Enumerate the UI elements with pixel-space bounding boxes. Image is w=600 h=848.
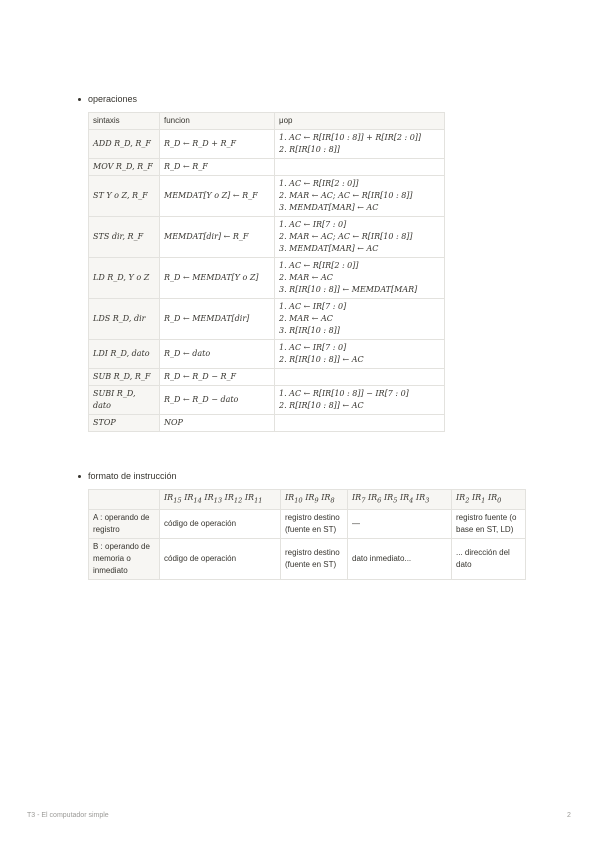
operation-row — [89, 340, 445, 369]
uop-cell — [275, 258, 445, 299]
format-cell: registro destino (fuente en ST) — [281, 538, 348, 579]
uop-line: 3. R[IR[10 : 8]] — [279, 326, 340, 335]
footer-title: T3 - El computador simple — [27, 812, 109, 819]
uop-line: 1. AC ← IR[7 : 0] — [279, 343, 347, 352]
bullet-icon — [78, 98, 81, 101]
uop-cell — [275, 159, 445, 176]
operation-row — [89, 130, 445, 159]
uop-line: 1. AC ← IR[7 : 0] — [279, 302, 347, 311]
operations-table — [88, 112, 445, 432]
uop-line: 2. MAR ← AC — [279, 314, 333, 323]
format-cell: ... dirección del dato — [452, 538, 526, 579]
operation-row — [89, 299, 445, 340]
syntax-cell: STS dir, R_F — [89, 217, 160, 258]
operation-row — [89, 415, 445, 432]
format-header-2: $IR_{10}$ $IR_9$ $IR_8$ — [281, 490, 348, 510]
operations-heading — [78, 94, 137, 104]
format-cell: registro destino (fuente en ST) — [281, 509, 348, 538]
function-cell: R_D ← R_D − R_F — [160, 369, 275, 386]
function-cell: R_D ← R_D − dato — [160, 386, 275, 415]
format-table — [88, 489, 526, 580]
uop-line: 3. MEMDAT[MAR] ← AC — [279, 203, 379, 212]
format-cell: dato inmediato... — [348, 538, 452, 579]
uop-line: 3. MEMDAT[MAR] ← AC — [279, 244, 379, 253]
uop-cell — [275, 130, 445, 159]
function-cell: MEMDAT[dir] ← R_F — [160, 217, 275, 258]
uop-line: 2. MAR ← AC; AC ← R[IR[10 : 8]] — [279, 191, 413, 200]
format-heading — [78, 471, 177, 481]
uop-cell — [275, 386, 445, 415]
operations-body — [89, 130, 445, 432]
function-cell: R_D ← R_D + R_F — [160, 130, 275, 159]
syntax-cell: ST Y o Z, R_F — [89, 176, 160, 217]
syntax-cell: MOV R_D, R_F — [89, 159, 160, 176]
bullet-icon — [78, 475, 81, 478]
operation-row — [89, 369, 445, 386]
format-cell: código de operación — [160, 538, 281, 579]
syntax-cell: SUBI R_D, dato — [89, 386, 160, 415]
operation-row — [89, 386, 445, 415]
uop-cell — [275, 340, 445, 369]
format-header-0 — [89, 490, 160, 510]
uop-line: 1. AC ← R[IR[10 : 8]] − IR[7 : 0] — [279, 389, 409, 398]
operations-header-row — [89, 113, 445, 130]
syntax-cell: LDI R_D, dato — [89, 340, 160, 369]
uop-line: 1. AC ← R[IR[2 : 0]] — [279, 261, 359, 270]
format-cell: B : operando de memoria o inmediato — [89, 538, 160, 579]
function-cell: R_D ← R_F — [160, 159, 275, 176]
uop-line: 3. R[IR[10 : 8]] ← MEMDAT[MAR] — [279, 285, 418, 294]
uop-line: 1. AC ← IR[7 : 0] — [279, 220, 347, 229]
uop-line: 1. AC ← R[IR[2 : 0]] — [279, 179, 359, 188]
format-row — [89, 538, 526, 579]
syntax-cell: SUB R_D, R_F — [89, 369, 160, 386]
uop-cell — [275, 415, 445, 432]
format-row — [89, 509, 526, 538]
uop-cell — [275, 299, 445, 340]
syntax-cell: LD R_D, Y o Z — [89, 258, 160, 299]
uop-line: 2. MAR ← AC — [279, 273, 333, 282]
syntax-cell: STOP — [89, 415, 160, 432]
operation-row — [89, 159, 445, 176]
uop-line: 2. R[IR[10 : 8]] ← AC — [279, 401, 364, 410]
syntax-cell: ADD R_D, R_F — [89, 130, 160, 159]
format-cell: registro fuente (o base en ST, LD) — [452, 509, 526, 538]
uop-cell — [275, 217, 445, 258]
header-uop: μop — [275, 113, 445, 130]
operations-title: operaciones — [88, 94, 138, 104]
operation-row — [89, 176, 445, 217]
format-header-3: $IR_7$ $IR_6$ $IR_5$ $IR_4$ $IR_3$ — [348, 490, 452, 510]
format-cell: — — [348, 509, 452, 538]
function-cell: R_D ← MEMDAT[Y o Z] — [160, 258, 275, 299]
function-cell: R_D ← dato — [160, 340, 275, 369]
format-cell: A : operando de registro — [89, 509, 160, 538]
uop-cell — [275, 176, 445, 217]
header-syntax: sintaxis — [89, 113, 160, 130]
uop-line: 2. R[IR[10 : 8]] ← AC — [279, 355, 364, 364]
uop-line: 2. R[IR[10 : 8]] — [279, 145, 340, 154]
syntax-cell: LDS R_D, dir — [89, 299, 160, 340]
uop-cell — [275, 369, 445, 386]
function-cell: NOP — [160, 415, 275, 432]
function-cell: MEMDAT[Y o Z] ← R_F — [160, 176, 275, 217]
page-number: 2 — [567, 812, 571, 819]
function-cell: R_D ← MEMDAT[dir] — [160, 299, 275, 340]
format-header-4: $IR_2$ $IR_1$ $IR_0$ — [452, 490, 526, 510]
format-title: formato de instrucción — [88, 471, 177, 481]
operation-row — [89, 258, 445, 299]
uop-line: 1. AC ← R[IR[10 : 8]] + R[IR[2 : 0]] — [279, 133, 422, 142]
format-cell: código de operación — [160, 509, 281, 538]
uop-line: 2. MAR ← AC; AC ← R[IR[10 : 8]] — [279, 232, 413, 241]
format-header-1: $IR_{15}$ $IR_{14}$ $IR_{13}$ $IR_{12}$ $IR_{11}$ — [160, 490, 281, 510]
format-header-row — [89, 490, 526, 510]
header-function: funcion — [160, 113, 275, 130]
operation-row — [89, 217, 445, 258]
